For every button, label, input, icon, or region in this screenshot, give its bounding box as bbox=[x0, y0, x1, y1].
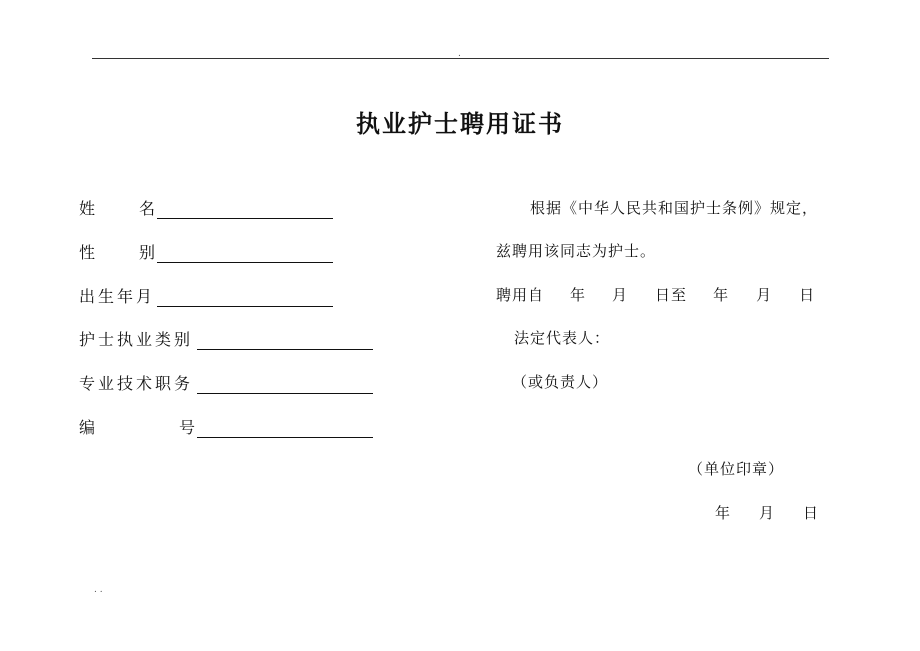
period-line bbox=[496, 285, 815, 305]
basis-line: 根据《中华人民共和国护士条例》规定， bbox=[530, 199, 819, 217]
field-gender-blank[interactable] bbox=[157, 242, 333, 263]
field-title-label: 专业技术职务 bbox=[79, 374, 194, 393]
field-birth bbox=[79, 283, 333, 307]
field-name-blank[interactable] bbox=[157, 198, 333, 219]
field-birth-label: 出生年月 bbox=[79, 287, 156, 306]
field-number-label: 编号 bbox=[79, 418, 280, 437]
seal-date bbox=[715, 503, 819, 523]
period-day-to: 日至 bbox=[655, 286, 688, 304]
field-number bbox=[79, 414, 373, 438]
seal-date-year: 年 bbox=[715, 504, 732, 522]
period-year1: 年 bbox=[570, 286, 587, 304]
seal-date-day: 日 bbox=[803, 504, 820, 522]
field-name-label: 姓名 bbox=[79, 199, 200, 218]
period-prefix: 聘用自 bbox=[496, 286, 545, 304]
unit-seal: （单位印章） bbox=[688, 460, 785, 478]
field-category-label: 护士执业类别 bbox=[79, 330, 194, 349]
field-gender bbox=[79, 239, 333, 263]
period-month2: 月 bbox=[756, 286, 773, 304]
top-mark: . bbox=[458, 49, 461, 59]
period-month1: 月 bbox=[612, 286, 629, 304]
seal-date-month: 月 bbox=[759, 504, 776, 522]
hire-line: 兹聘用该同志为护士。 bbox=[496, 242, 657, 260]
legal-representative: 法定代表人： bbox=[514, 329, 611, 347]
field-gender-label: 性别 bbox=[79, 243, 200, 262]
bottom-mark: . . bbox=[94, 585, 103, 595]
period-year2: 年 bbox=[713, 286, 730, 304]
page-title: 执业护士聘用证书 bbox=[356, 110, 564, 138]
or-responsible: （或负责人） bbox=[512, 373, 609, 391]
field-title bbox=[79, 370, 373, 394]
field-birth-blank[interactable] bbox=[157, 286, 333, 307]
field-name bbox=[79, 195, 333, 219]
field-category bbox=[79, 326, 373, 350]
period-day2: 日 bbox=[799, 286, 816, 304]
field-title-blank[interactable] bbox=[197, 373, 373, 394]
field-number-blank[interactable] bbox=[197, 417, 373, 438]
field-category-blank[interactable] bbox=[197, 329, 373, 350]
